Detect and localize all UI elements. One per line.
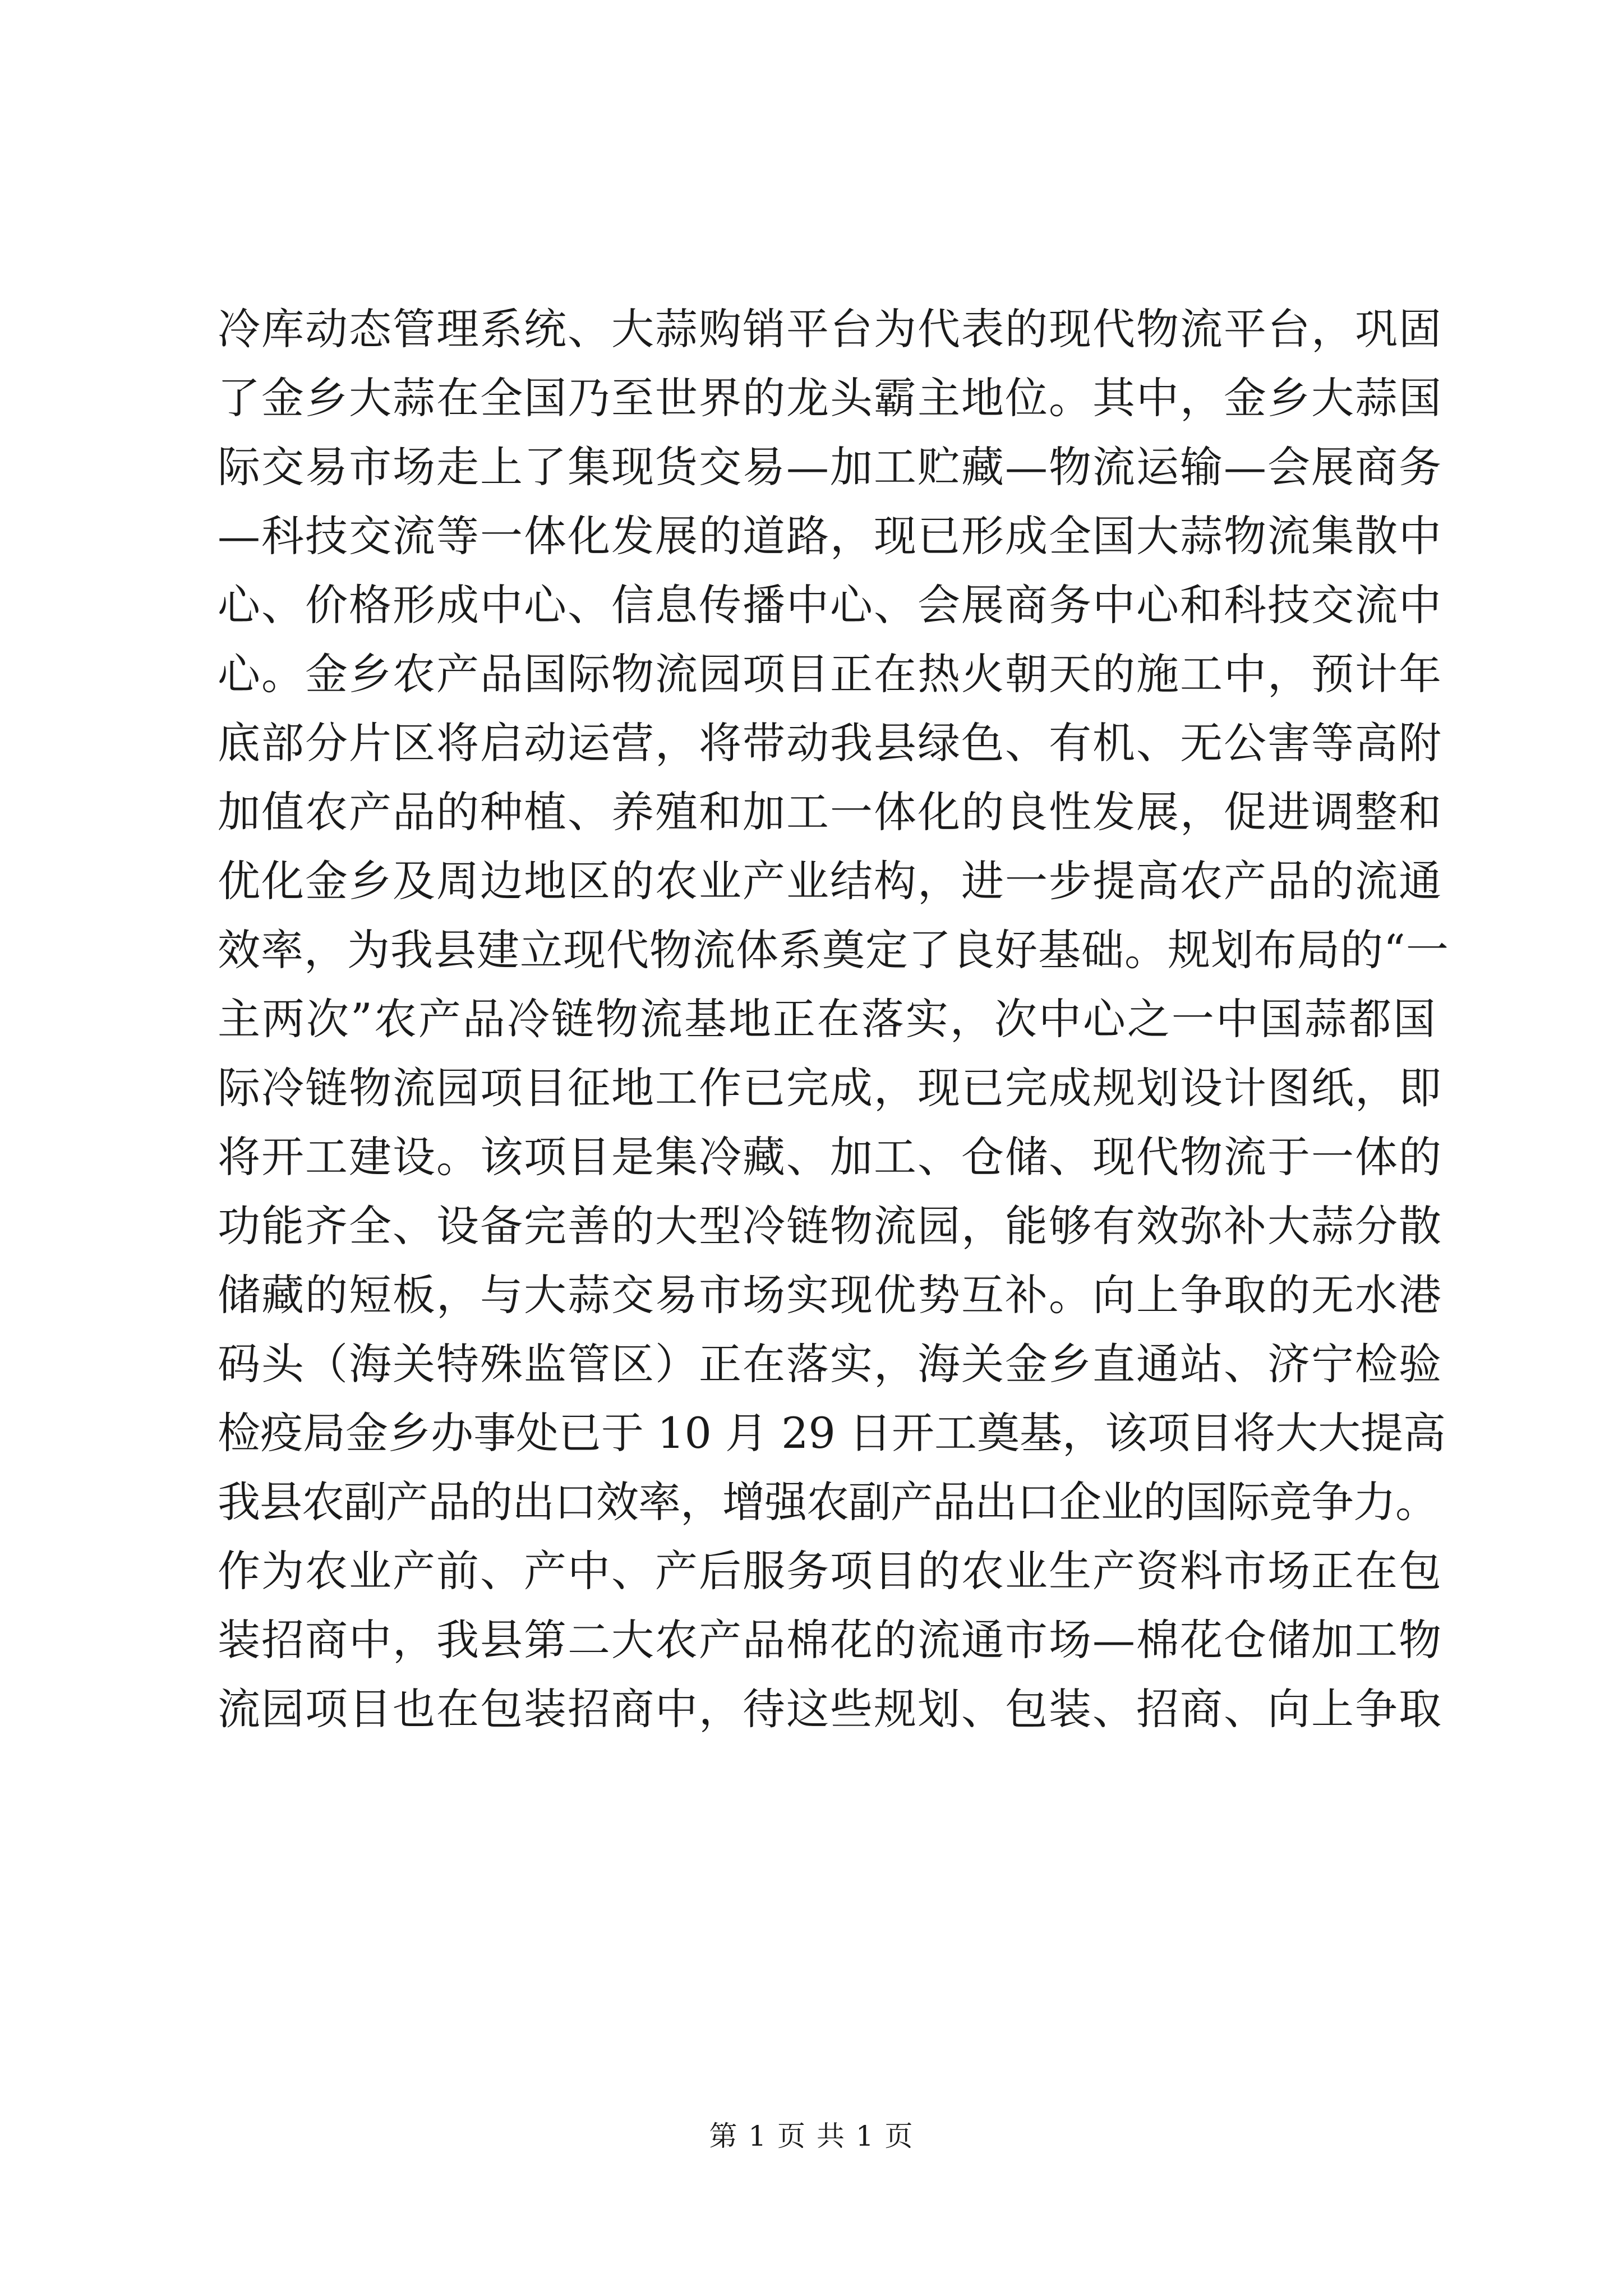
text-line: —科技交流等一体化发展的道路，现已形成全国大蒜物流集散中 <box>218 511 1442 561</box>
text-line: 功能齐全、设备完善的大型冷链物流园，能够有效弥补大蒜分散 <box>218 1201 1442 1251</box>
text-line: 心、价格形成中心、信息传播中心、会展商务中心和科技交流中 <box>218 580 1442 630</box>
text-line: 我县农副产品的出口效率，增强农副产品出口企业的国际竞争力。 <box>218 1477 1437 1527</box>
text-line: 装招商中，我县第二大农产品棉花的流通市场—棉花仓储加工物 <box>218 1615 1442 1665</box>
text-line: 心。金乡农产品国际物流园项目正在热火朝天的施工中，预计年 <box>218 649 1442 699</box>
text-line: 加值农产品的种植、养殖和加工一体化的良性发展，促进调整和 <box>218 787 1442 837</box>
text-line: 效率，为我县建立现代物流体系奠定了良好基础。规划布局的“一 <box>218 925 1449 975</box>
text-line: 了金乡大蒜在全国乃至世界的龙头霸主地位。其中，金乡大蒜国 <box>218 373 1442 423</box>
text-line: 际冷链物流园项目征地工作已完成，现已完成规划设计图纸，即 <box>218 1063 1442 1113</box>
text-line: 际交易市场走上了集现货交易—加工贮藏—物流运输—会展商务 <box>218 442 1442 492</box>
text-line: 储藏的短板，与大蒜交易市场实现优势互补。向上争取的无水港 <box>218 1270 1442 1320</box>
text-line: 底部分片区将启动运营，将带动我县绿色、有机、无公害等高附 <box>218 718 1442 768</box>
text-line: 优化金乡及周边地区的农业产业结构，进一步提高农产品的流通 <box>218 856 1442 906</box>
text-line: 主两次”农产品冷链物流基地正在落实，次中心之一中国蒜都国 <box>218 994 1437 1044</box>
text-line: 流园项目也在包装招商中，待这些规划、包装、招商、向上争取 <box>218 1684 1442 1734</box>
text-line: 冷库动态管理系统、大蒜购销平台为代表的现代物流平台，巩固 <box>218 304 1442 354</box>
body-paragraph <box>218 295 1451 1743</box>
text-line: 作为农业产前、产中、产后服务项目的农业生产资料市场正在包 <box>218 1546 1442 1596</box>
text-line: 将开工建设。该项目是集冷藏、加工、仓储、现代物流于一体的 <box>218 1132 1442 1182</box>
page-footer: 第 1 页 共 1 页 <box>709 2120 914 2152</box>
text-line: 检疫局金乡办事处已于 10 月 29 日开工奠基，该项目将大大提高 <box>218 1408 1446 1458</box>
text-line: 码头（海关特殊监管区）正在落实，海关金乡直通站、济宁检验 <box>218 1339 1442 1389</box>
